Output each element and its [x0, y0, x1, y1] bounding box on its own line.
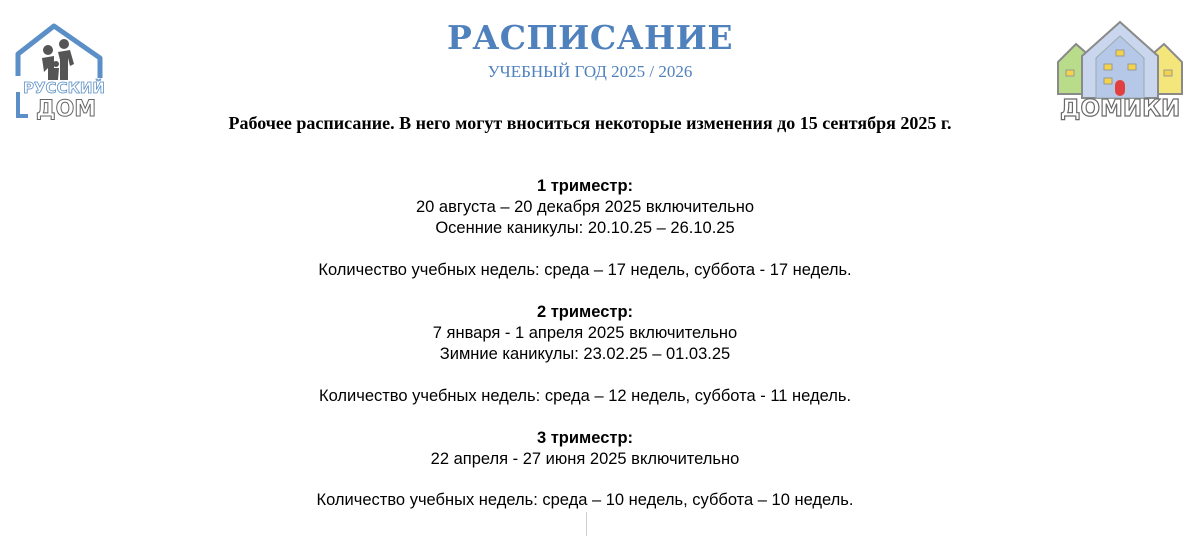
- school-year-subtitle: УЧЕБНЫЙ ГОД 2025 / 2026: [487, 62, 693, 81]
- trimester-1-heading: 1 триместр:: [536, 177, 634, 195]
- trimester-1-weeks: Количество учебных недель: среда – 17 недель, суббота - 17 недель.: [318, 261, 852, 279]
- trimester-3-block: [0, 428, 1170, 470]
- logo-left-line1: РУССКИЙ: [23, 79, 105, 97]
- trimester-2-dates: 7 января - 1 апреля 2025 включительно: [432, 324, 738, 342]
- logo-right-text: ДОМИКИ: [1060, 96, 1181, 122]
- trimester-2-block: [0, 302, 1170, 365]
- trimester-1-holidays: Осенние каникулы: 20.10.25 – 26.10.25: [435, 219, 735, 237]
- logo-left-line2: ДОМ: [36, 97, 97, 122]
- page-title: РАСПИСАНИЕ: [447, 18, 733, 57]
- text-cursor: [586, 512, 587, 536]
- trimester-1-block: [0, 176, 1170, 239]
- trimester-3-heading: 3 триместр:: [536, 429, 634, 447]
- trimester-1-dates: 20 августа – 20 декабря 2025 включительно: [416, 198, 754, 216]
- trimester-2-weeks: Количество учебных недель: среда – 12 недель, суббота - 11 недель.: [318, 387, 852, 405]
- schedule-notice: Рабочее расписание. В него могут вноситься некоторые изменения до 15 сентября 2025 г.: [228, 113, 952, 133]
- trimester-2-holidays: Зимние каникулы: 23.02.25 – 01.03.25: [439, 345, 731, 363]
- trimester-3-dates: 22 апреля - 27 июня 2025 включительно: [430, 450, 740, 468]
- trimester-3-weeks: Количество учебных недель: среда – 10 недель, суббота – 10 недель.: [316, 491, 854, 509]
- trimester-2-heading: 2 триместр:: [536, 303, 634, 321]
